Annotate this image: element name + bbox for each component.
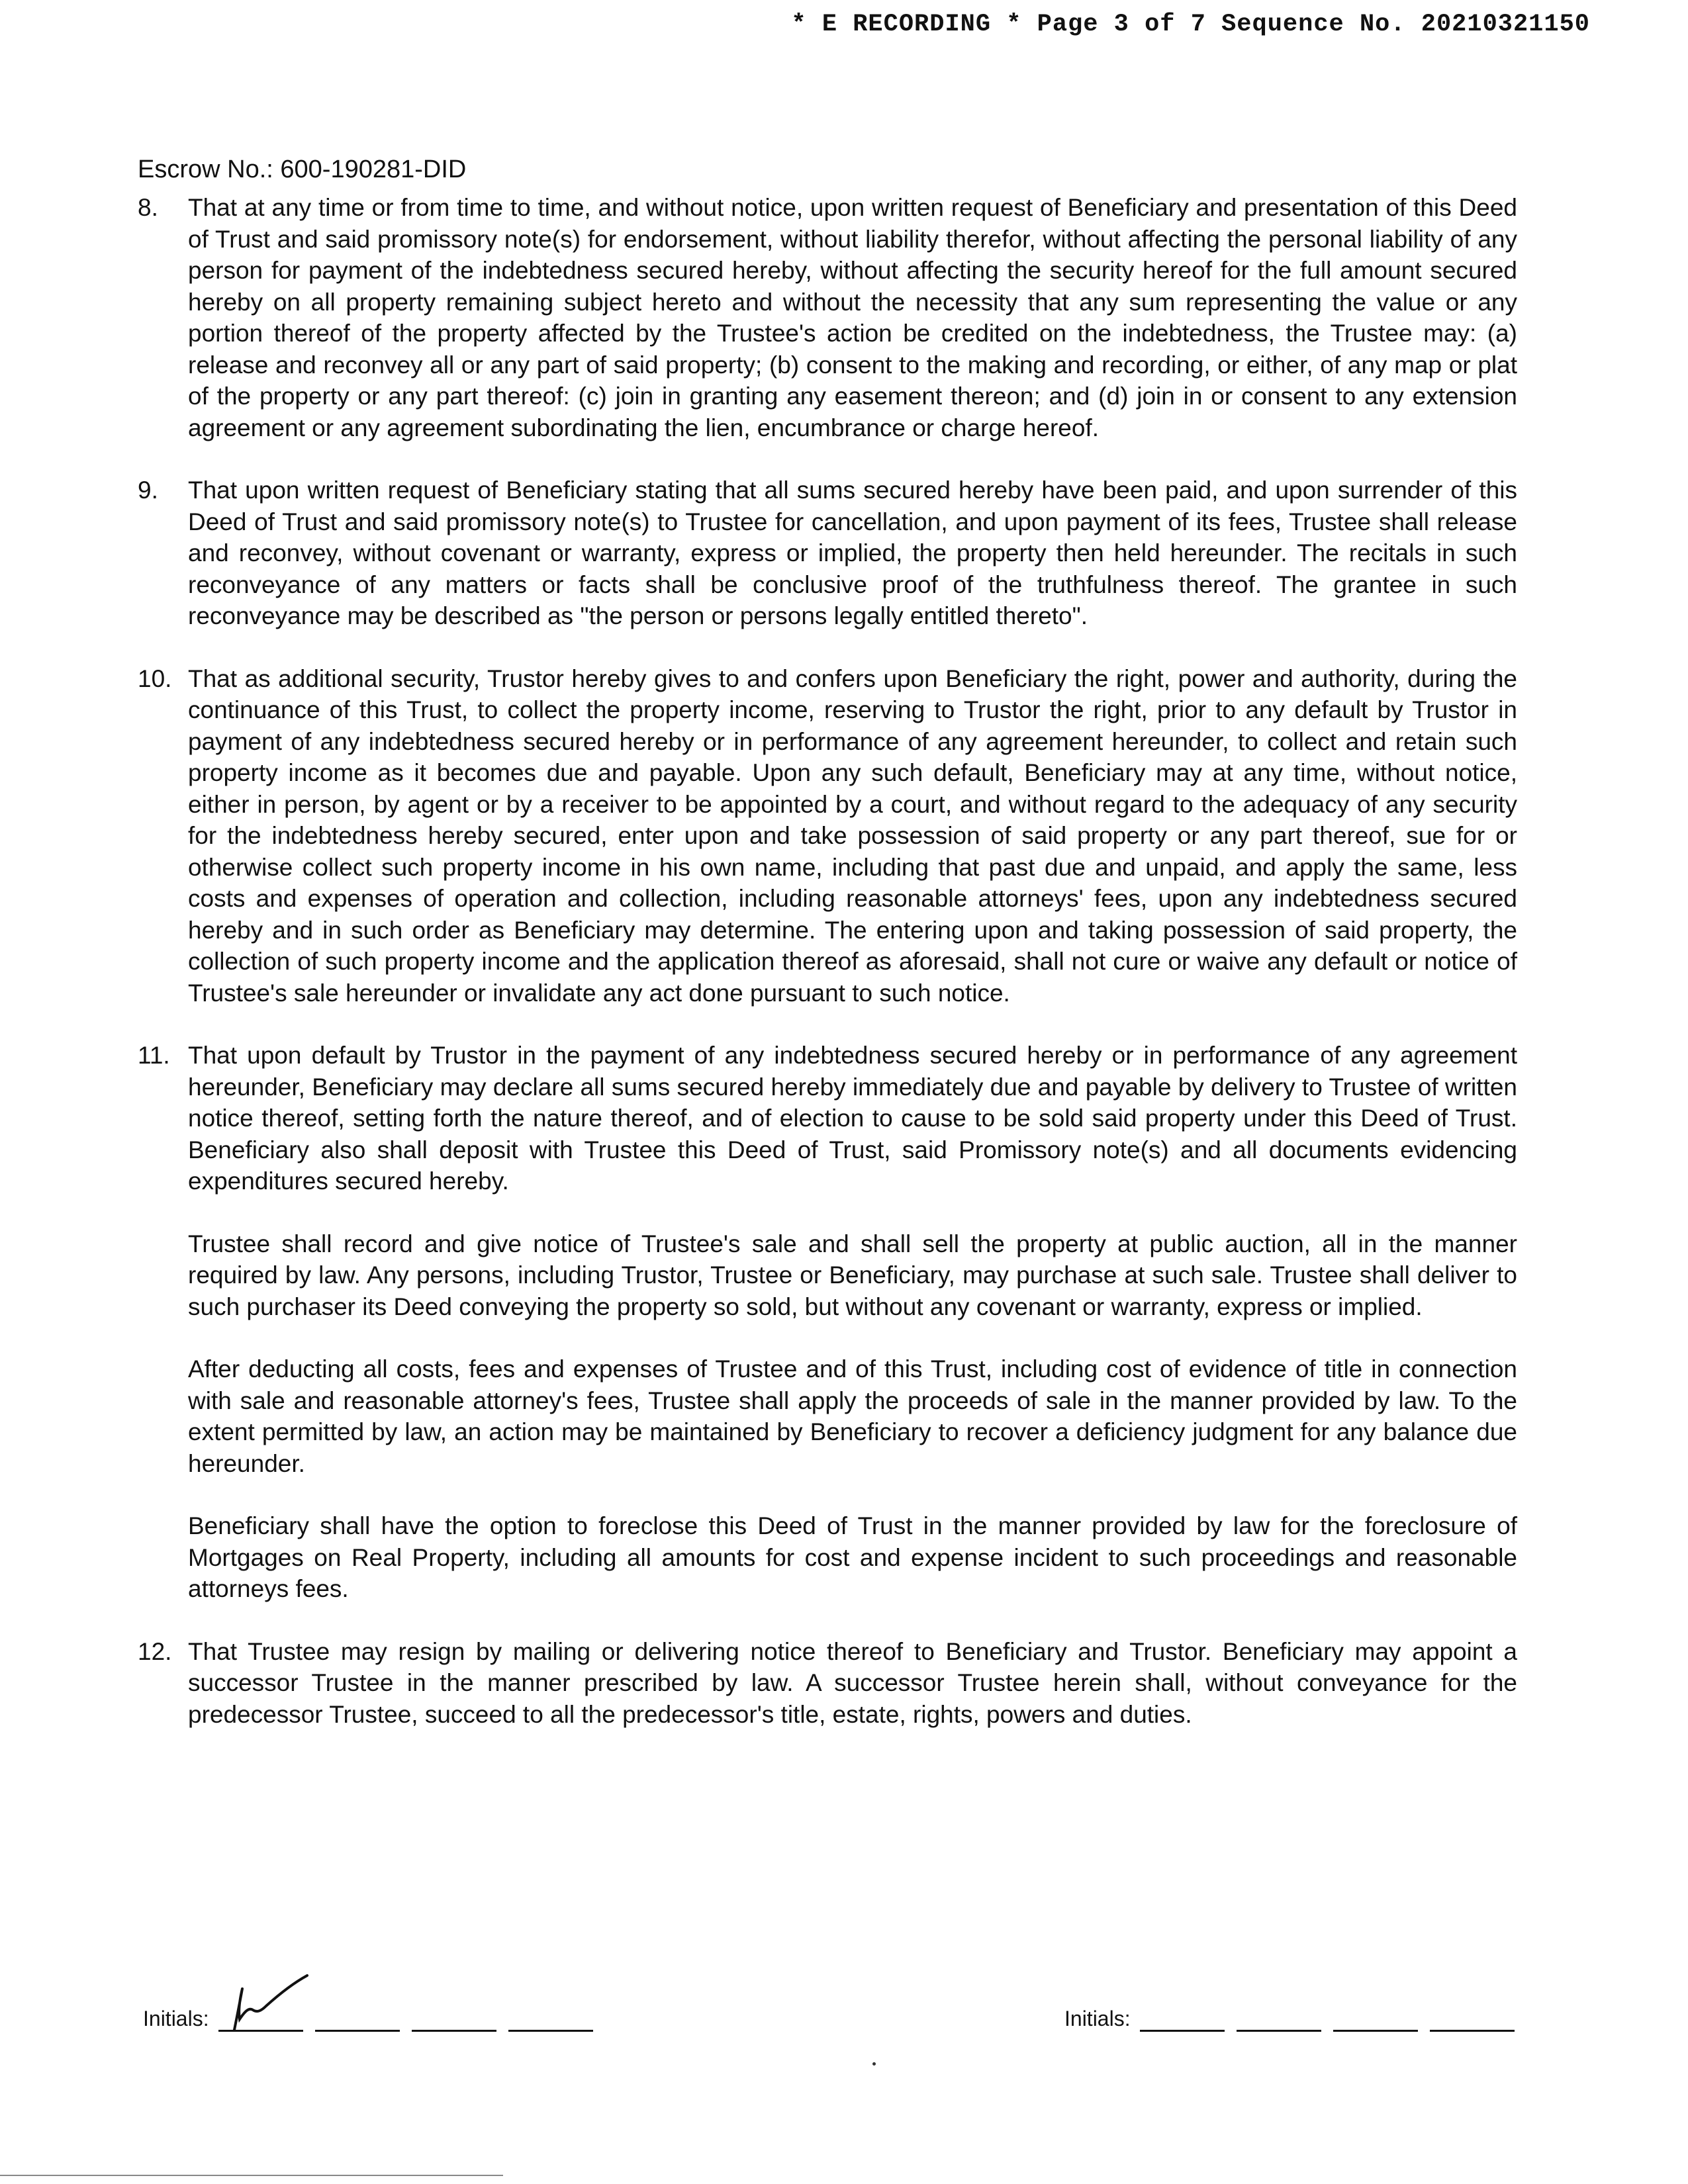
clause-body bbox=[188, 192, 1517, 443]
clause-body bbox=[188, 663, 1517, 1009]
clause-body bbox=[188, 475, 1517, 632]
clause-number: 10. bbox=[138, 664, 172, 692]
initials-line[interactable] bbox=[1333, 2010, 1418, 2032]
initials-left-block bbox=[143, 2005, 605, 2032]
clause-paragraph: That upon written request of Beneficiary stating that all sums secured hereby have been paid, and upon surrender of this Deed of Trust and said promissory note(s) to Trustee for cancellation, and upon payment of its fees, Trustee shall release and reconvey, without covenant or warranty, express or implied, the property then held hereunder. The recitals in such reconveyance of any matters or facts shall be conclusive proof of the truthfulness thereof. The grantee in such reconveyance may be described as "the person or persons legally entitled thereto". bbox=[188, 477, 1517, 629]
clause-number: 12. bbox=[138, 1637, 172, 1665]
handwritten-initials-icon bbox=[213, 1964, 312, 2036]
initials-label: Initials: bbox=[1064, 2007, 1131, 2030]
initials-line[interactable] bbox=[412, 2010, 496, 2032]
clause-paragraph: Beneficiary shall have the option to foreclose this Deed of Trust in the manner provided by law for the foreclosure of Mortgages on Real Property, including all amounts for cost and expense incident to such proceedings and reasonable attorneys fees. bbox=[188, 1512, 1517, 1602]
clause-paragraph: That at any time or from time to time, and without notice, upon written request of Beneficiary and presentation of this Deed of Trust and said promissory note(s) for endorsement, without liability therefor, without affecting the personal liability of any person for payment of the indebtedness secured hereby, without affecting the security hereof for the full amount secured hereby on all property remaining subject hereto and without the necessity that any sum representing the value or any portion thereof of the property affected by the Trustee's action be credited on the indebtedness, the Trustee may: (a) release and reconvey all or any part of said property; (b) consent to the making and recording, or either, of any map or plat of the property or any part thereof: (c) join in granting any easement thereon; and (d) join in or consent to any extension agreement or any agreement subordinating the lien, encumbrance or charge hereof. bbox=[188, 194, 1517, 441]
clause-10 bbox=[138, 663, 1517, 1009]
scan-speck bbox=[872, 2062, 876, 2066]
recording-header: * E RECORDING * Page 3 of 7 Sequence No. 20210321150 bbox=[791, 11, 1590, 38]
clause-paragraph: That as additional security, Trustor hereby gives to and confers upon Beneficiary the right, power and authority, during the continuance of this Trust, to collect the property income, reserving to Trustor the right, prior to any default by Trustor in payment of any indebtedness secured hereby or in performance of any agreement hereunder, to collect and retain such property income as it becomes due and payable. Upon any such default, Beneficiary may at any time, without notice, either in person, by agent or by a receiver to be appointed by a court, and without regard to the adequacy of any security for the indebtedness hereby secured, enter upon and take possession of said property or any part thereof, sue for or otherwise collect such property income in his own name, including that past due and unpaid, and apply the same, less costs and expenses of operation and collection, including reasonable attorneys' fees, upon any indebtedness secured hereby and in such order as Beneficiary may determine. The entering upon and taking possession of said property, the collection of such property income and the application thereof as aforesaid, shall not cure or waive any default or notice of Trustee's sale hereunder or invalidate any act done pursuant to such notice. bbox=[188, 664, 1517, 1007]
clause-body bbox=[188, 1636, 1517, 1731]
clause-paragraph: Trustee shall record and give notice of Trustee's sale and shall sell the property at public auction, all in the manner required by law. Any persons, including Trustor, Trustee or Beneficiary, may purchase at such sale. Trustee shall deliver to such purchaser its Deed conveying the property so sold, but without any covenant or warranty, express or implied. bbox=[188, 1230, 1517, 1320]
initials-label: Initials: bbox=[143, 2007, 209, 2030]
clause-number: 9. bbox=[138, 477, 158, 504]
clause-paragraph: That Trustee may resign by mailing or delivering notice thereof to Beneficiary and Trustor. Beneficiary may appoint a successor Trustee in the manner prescribed by law. A successor Trustee herein shall, without conveyance for the predecessor Trustee, succeed to all the predecessor's title, estate, rights, powers and duties. bbox=[188, 1637, 1517, 1728]
clause-number: 11. bbox=[138, 1042, 170, 1069]
initials-line-signed[interactable] bbox=[218, 2010, 303, 2032]
clause-11 bbox=[138, 1040, 1517, 1605]
clause-body bbox=[188, 1040, 1517, 1605]
clause-paragraph: After deducting all costs, fees and expenses of Trustee and of this Trust, including cost of evidence of title in connection with sale and reasonable attorney's fees, Trustee shall apply the proceeds of sale in the manner provided by law. To the extent permitted by law, an action may be maintained by Beneficiary to recover a deficiency judgment for any balance due hereunder. bbox=[188, 1355, 1517, 1477]
clause-9 bbox=[138, 475, 1517, 632]
scan-edge-line bbox=[0, 2175, 503, 2176]
initials-right-block bbox=[1064, 2005, 1526, 2032]
initials-line[interactable] bbox=[315, 2010, 400, 2032]
deed-clauses bbox=[138, 192, 1517, 1761]
clause-12 bbox=[138, 1636, 1517, 1731]
clause-paragraph: That upon default by Trustor in the payment of any indebtedness secured hereby or in performance of any agreement hereunder, Beneficiary may declare all sums secured hereby immediately due and payable by delivery to Trustee of written notice thereof, setting forth the nature thereof, and of election to cause to be sold said property under this Deed of Trust. Beneficiary also shall deposit with Trustee this Deed of Trust, said Promissory note(s) and all documents evidencing expenditures secured hereby. bbox=[188, 1042, 1517, 1195]
initials-line[interactable] bbox=[1430, 2010, 1515, 2032]
clause-number: 8. bbox=[138, 194, 158, 221]
clause-8 bbox=[138, 192, 1517, 443]
initials-line[interactable] bbox=[508, 2010, 593, 2032]
initials-line[interactable] bbox=[1237, 2010, 1321, 2032]
initials-line[interactable] bbox=[1140, 2010, 1225, 2032]
escrow-number: Escrow No.: 600-190281-DID bbox=[138, 156, 467, 183]
